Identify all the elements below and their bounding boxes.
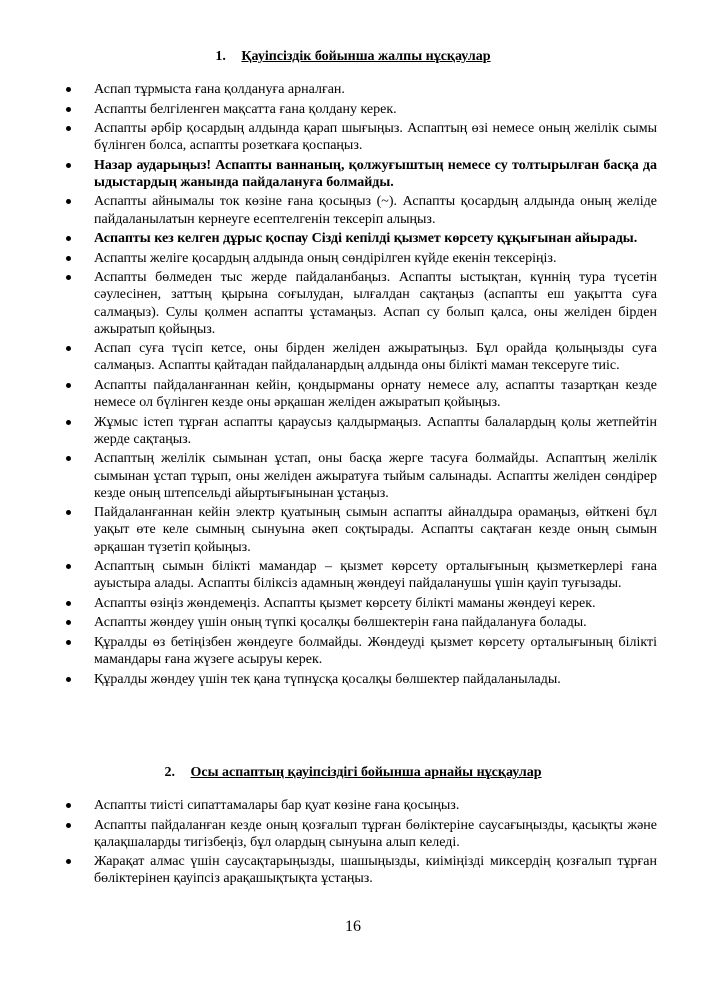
- bullet-icon: [66, 803, 71, 808]
- list-item-text: Аспапты өзіңіз жөндемеңіз. Аспапты қызмет көрсету білікті маманы жөндеуі керек.: [94, 595, 596, 611]
- list-item-text: Аспапты желіге қосардың алдында оның сөндірілген күйде екенін тексеріңіз.: [94, 250, 557, 266]
- list-item-text: Назар аударыңыз! Аспапты ваннаның, қолжуғыштың немесе су толтырылған басқа да ыдыстардың жанында пайдалануға болмайды.: [94, 157, 657, 190]
- bullet-icon: [66, 107, 71, 112]
- list-item-text: Аспапты белгіленген мақсатта ғана қолдану керек.: [94, 101, 397, 117]
- bullet-icon: [66, 564, 71, 569]
- list-item-text: Аспапты әрбір қосардың алдында қарап шығыңыз. Аспаптың өзі немесе оның желілік сымы бүлінген болса, аспапты розеткаға қоспаңыз.: [94, 121, 657, 154]
- list-item-text: Аспаптың сымын білікті мамандар – қызмет көрсету орталығының қызметкерлері ғана ауыстыра алады. Аспапты біліксіз адамның жөндеуі пайдаланушы үшін қауіп туғызады.: [94, 559, 657, 592]
- list-item: [0, 504, 706, 556]
- list-item-text: Құралды өз бетіңізбен жөндеуге болмайды. Жөндеуді қызмет көрсету орталығының білікті мамандары ғана жүзеге асыруы керек.: [94, 634, 657, 668]
- list-item-text: Құралды жөндеу үшін тек қана түпнұсқа қосалқы бөлшектер пайдаланылады.: [94, 671, 561, 687]
- section-2-heading: [0, 764, 706, 782]
- bullet-icon: [66, 640, 71, 645]
- list-item: [0, 81, 706, 98]
- list-item: [0, 797, 706, 814]
- list-item-text: Аспапты тиісті сипаттамалары бар қуат көзіне ғана қосыңыз.: [94, 798, 460, 813]
- list-item: [0, 269, 706, 338]
- bullet-icon: [66, 346, 71, 351]
- bullet-icon: [66, 677, 71, 682]
- bullet-icon: [66, 601, 71, 606]
- list-item: [0, 671, 706, 688]
- list-item-text: Аспапты пайдаланған кезде оның қозғалып тұрған бөліктеріне саусағыңызды, қасықты және қалақшаларды тигізбеңіз, бұл олардың сынуына алып келеді.: [94, 817, 657, 850]
- list-item: [0, 340, 706, 374]
- bullet-icon: [66, 620, 71, 625]
- list-item: [0, 634, 706, 668]
- bullet-icon: [66, 859, 71, 864]
- list-item: [0, 120, 706, 154]
- list-item-text: Аспап суға түсіп кетсе, оны бірден желіден ажыратыңыз. Бұл орайда қолыңызды суға салмаңыз. Аспапты қайтадан пайдаланардың алдында оны білікті маман тексеруге тиіс.: [94, 341, 657, 374]
- section-2-title: Осы аспаптың қауіпсіздігі бойынша арнайы нұсқаулар: [190, 765, 542, 780]
- list-item: [0, 558, 706, 592]
- list-item: [0, 250, 706, 267]
- list-item: [0, 101, 706, 118]
- bullet-icon: [66, 383, 71, 388]
- list-item-text: Аспапты жөндеу үшін оның түпкі қосалқы бөлшектерін ғана пайдалануға болады.: [94, 615, 587, 631]
- list-item-text: Аспапты бөлмеден тыс жерде пайдаланбаңыз. Аспапты ыстықтан, күннің тура түсетін сәулесінен, заттың қырына соғылудан, ылғалдан сақтаңыз (аспапты еш уақытта суға салмаңыз). Сулы қолмен аспапты ұстамаңыз. Аспап су болып қалса, оны желіден бірден ажыратып қойыңыз.: [94, 270, 657, 337]
- section-1-heading: [0, 48, 706, 66]
- list-item: [0, 853, 706, 887]
- list-item-text: Пайдаланғаннан кейін электр қуатының сымын аспапты айналдыра орамаңыз, өйткені бұл уақыт өте келе сымның сынуына әкеп соқтырады. Аспапты сақтаған кезде оның сымын әрқашан түзетіп қойыңыз.: [94, 505, 657, 555]
- section-1-number: 1.: [215, 49, 226, 64]
- section-2-number: 2.: [164, 765, 175, 780]
- list-item: [0, 377, 706, 411]
- bullet-icon: [66, 456, 71, 461]
- list-item: [0, 450, 706, 502]
- list-item-text: Жарақат алмас үшін саусақтарыңызды, шашыңызды, киіміңізді миксердің қозғалып тұрған бөліктерінен қауіпсіз арақашықтықта ұстаңыз.: [94, 854, 657, 887]
- list-item-text: Аспапты айнымалы ток көзіне ғана қосыңыз (~). Аспапты қосардың алдында оның желіде пайдаланылатын кернеуге есептелгенін тексеріп алыңыз.: [94, 194, 657, 227]
- list-item: [0, 414, 706, 448]
- bullet-icon: [66, 163, 71, 168]
- bullet-icon: [66, 823, 71, 828]
- list-item: [0, 193, 706, 227]
- bullet-icon: [66, 420, 71, 425]
- bullet-icon: [66, 87, 71, 92]
- section-2-list: [0, 797, 706, 890]
- section-1-title: Қауіпсіздік бойынша жалпы нұсқаулар: [241, 49, 491, 64]
- list-item: [0, 230, 706, 247]
- list-item-text: Жұмыс істеп тұрған аспапты қараусыз қалдырмаңыз. Аспапты балалардың қолы жетпейтін жерде сақтаңыз.: [94, 414, 657, 447]
- list-item-text: Аспапты кез келген дұрыс қоспау Сізді кепілді қызмет көрсету құқығынан айырады.: [94, 231, 638, 247]
- list-item: [0, 595, 706, 612]
- bullet-icon: [66, 510, 71, 515]
- list-item-text: Аспаптың желілік сымынан ұстап, оны басқа жерге тасуға болмайды. Аспаптың желілік сымынан ұстап тұрып, оны желіден ажыратуға тыйым салынады. Аспапты желіден сөндірер кезде оның штепсельді айыртығынынан ұстаңыз.: [94, 451, 657, 501]
- bullet-icon: [66, 256, 71, 261]
- bullet-icon: [66, 236, 71, 241]
- bullet-icon: [66, 275, 71, 280]
- list-item: [0, 157, 706, 191]
- section-1-list: [0, 81, 706, 690]
- list-item-text: Аспап тұрмыста ғана қолдануға арналған.: [94, 82, 345, 97]
- list-item: [0, 817, 706, 851]
- list-item: [0, 614, 706, 631]
- bullet-icon: [66, 199, 71, 204]
- page-number: 16: [345, 918, 361, 935]
- bullet-icon: [66, 126, 71, 131]
- list-item-text: Аспапты пайдаланғаннан кейін, қондырманы орнату немесе алу, аспапты тазартқан кезде немесе ол бүлінген кезде оны әрқашан желіден ажыратып қойыңыз.: [94, 377, 657, 411]
